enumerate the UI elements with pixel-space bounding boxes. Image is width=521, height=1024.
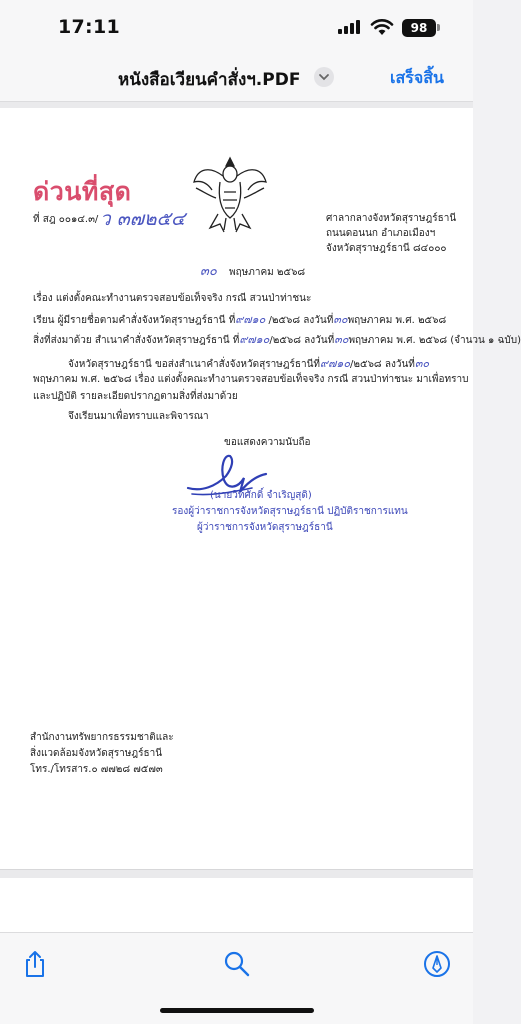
recipient-day: ๓๐ <box>333 313 348 326</box>
address-line-3: จังหวัดสุราษฎร์ธานี ๘๔๐๐๐ <box>326 243 447 254</box>
recipient-suffix: พฤษภาคม พ.ศ. ๒๕๖๘ <box>347 315 447 326</box>
body-line-1 <box>68 354 429 372</box>
body-line-3: และปฏิบัติ รายละเอียดปรากฏตามสิ่งที่ส่งมาด้วย <box>33 391 238 402</box>
recipient-mid: /๒๕๖๘ ลงวันที่ <box>265 315 334 326</box>
recipient-prefix: เรียน ผู้มีรายชื่อตามคำสั่งจังหวัดสุราษฎร์ธานี ที่ <box>33 315 236 326</box>
recipient-line <box>33 310 446 328</box>
home-indicator <box>160 1008 314 1013</box>
urgency-stamp: ด่วนที่สุด <box>33 177 132 206</box>
enclosure-day: ๓๐ <box>334 333 349 346</box>
body-day: ๓๐ <box>414 357 430 370</box>
battery-level: 98 <box>410 21 428 35</box>
battery-cap <box>437 24 440 31</box>
closing-phrase: ขอแสดงความนับถือ <box>224 437 311 448</box>
enclosure-mid: /๒๕๖๘ ลงวันที่ <box>269 335 335 346</box>
body-order-number: ๙๗๑๐ <box>320 357 351 370</box>
enclosure-suffix: พฤษภาคม พ.ศ. ๒๕๖๘ (จำนวน ๑ ฉบับ) <box>348 335 521 346</box>
pdf-page <box>0 108 521 870</box>
search-icon[interactable] <box>222 949 252 979</box>
signer-title-2: ผู้ว่าราชการจังหวัดสุราษฎร์ธานี <box>197 522 333 533</box>
footer-office-line-2: สิ่งแวดล้อมจังหวัดสุราษฎร์ธานี <box>30 748 163 759</box>
footer-office-line-1: สำนักงานทรัพยากรธรรมชาติและ <box>30 732 174 743</box>
markup-icon[interactable] <box>422 949 452 979</box>
garuda-emblem-icon <box>190 152 270 234</box>
recipient-order-number: ๙๗๑๐ <box>235 313 266 326</box>
address-line-1: ศาลากลางจังหวัดสุราษฎร์ธานี <box>326 213 457 224</box>
enclosure-line <box>33 330 521 348</box>
signer-title-1: รองผู้ว่าราชการจังหวัดสุราษฎร์ธานี ปฏิบัติราชการแทน <box>172 506 408 517</box>
share-icon[interactable] <box>20 949 50 979</box>
status-time: 17:11 <box>58 16 120 38</box>
body-mid: /๒๕๖๘ ลงวันที่ <box>350 359 415 370</box>
subject-line: เรื่อง แต่งตั้งคณะทำงานตรวจสอบข้อเท็จจริง กรณี สวนป่าท่าชนะ <box>33 293 312 304</box>
reference-number-label: ที่ สฎ ๐๐๑๔.๓/ <box>33 214 99 225</box>
date-text: พฤษภาคม ๒๕๖๘ <box>229 267 306 278</box>
title-menu-chevron-icon[interactable] <box>314 67 334 87</box>
body-line-4: จึงเรียนมาเพื่อทราบและพิจารณา <box>68 411 209 422</box>
wifi-icon <box>370 18 394 36</box>
body-line-2: พฤษภาคม พ.ศ. ๒๕๖๘ เรื่อง แต่งตั้งคณะทำงานตรวจสอบข้อเท็จจริง กรณี สวนป่าท่าชนะ มาเพื่อทราบ <box>33 374 469 385</box>
battery-icon <box>402 19 436 37</box>
reference-number-handwritten: ว ๓๗๒๕๔ <box>100 208 186 230</box>
cellular-signal-icon <box>338 20 364 34</box>
signer-name: (นายวิทศักดิ์ จำเริญสุดิ) <box>210 490 312 501</box>
document-title[interactable]: หนังสือเวียนคำสั่งฯ.PDF <box>118 70 301 90</box>
enclosure-prefix: สิ่งที่ส่งมาด้วย สำเนาคำสั่งจังหวัดสุราษฎร์ธานี ที่ <box>33 335 240 346</box>
status-bar <box>0 0 473 56</box>
enclosure-order-number: ๙๗๑๐ <box>239 333 270 346</box>
address-line-2: ถนนดอนนก อำเภอเมืองฯ <box>326 228 436 239</box>
body-prefix: จังหวัดสุราษฎร์ธานี ขอส่งสำเนาคำสั่งจังหวัดสุราษฎร์ธานีที่ <box>68 359 321 370</box>
done-button[interactable]: เสร็จสิ้น <box>390 68 444 87</box>
pdf-viewer[interactable] <box>0 102 521 932</box>
document-header <box>0 56 473 102</box>
date-handwritten: ๓๐ <box>200 264 217 279</box>
footer-phone: โทร./โทรสาร.๐ ๗๗๒๘ ๗๕๗๓ <box>30 764 163 775</box>
